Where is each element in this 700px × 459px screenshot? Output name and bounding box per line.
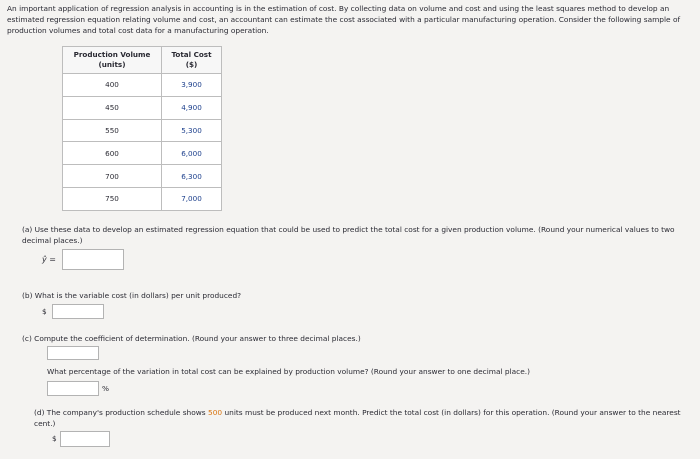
- percent-variation-input[interactable]: [47, 381, 99, 396]
- part-d-prompt-start: (d) The company's production schedule shows: [34, 408, 209, 417]
- cost-cell: 6,000: [162, 142, 222, 165]
- table-row: [63, 165, 222, 188]
- cost-cell: 4,900: [162, 96, 222, 119]
- coefficient-determination-input[interactable]: [47, 346, 99, 360]
- part-d-dollar-sign: $: [52, 434, 57, 443]
- cost-cell: 5,300: [162, 119, 222, 142]
- cost-cell: 6,300: [162, 165, 222, 188]
- table-row: [63, 187, 222, 210]
- table-row: [63, 119, 222, 142]
- part-c-prompt: (c) Compute the coefficient of determination. (Round your answer to three decimal places.): [22, 334, 361, 343]
- part-c-followup: What percentage of the variation in total cost can be explained by production volume? (Round your answer to one decimal place.): [47, 367, 530, 376]
- production-units-highlight: 500: [208, 408, 223, 417]
- header-production-volume: Production Volume (units): [63, 47, 162, 74]
- variable-cost-input[interactable]: [52, 304, 104, 319]
- problem-intro: An important application of regression analysis in accounting is in the estimation of cost. By collecting data on volume and cost and using the least squares method to develop an estimated regression equation relating volume and cost, an accountant can estimate the cost associated with a particular manufacturing operation. Consider the following sample of production volumes and total cost data for a manufacturing operation.: [7, 4, 681, 35]
- volume-cell: 450: [63, 96, 162, 119]
- data-table: [62, 46, 222, 211]
- predicted-cost-input[interactable]: [60, 431, 110, 447]
- table-row: [63, 96, 222, 119]
- cost-cell: 7,000: [162, 187, 222, 210]
- part-d-prompt: [34, 407, 690, 429]
- table-row: [63, 74, 222, 97]
- table-header-row: [63, 47, 222, 74]
- part-b-prompt: (b) What is the variable cost (in dollars) per unit produced?: [22, 291, 242, 300]
- cost-cell: 3,900: [162, 74, 222, 97]
- y-hat-label: ŷ =: [42, 255, 56, 264]
- part-b-dollar-sign: $: [42, 307, 47, 316]
- volume-cell: 700: [63, 165, 162, 188]
- volume-cell: 550: [63, 119, 162, 142]
- table-row: [63, 142, 222, 165]
- part-a-prompt: (a) Use these data to develop an estimated regression equation that could be used to predict the total cost for a given production volume. (Round your numerical values to two decimal places.): [22, 225, 675, 245]
- volume-cell: 400: [63, 74, 162, 97]
- regression-equation-input[interactable]: [62, 249, 124, 270]
- percent-sign: %: [102, 384, 110, 393]
- volume-cell: 750: [63, 187, 162, 210]
- volume-cell: 600: [63, 142, 162, 165]
- part-d-prompt-end: units must be produced next month. Predict the total cost (in dollars) for this operation. (Round your answer to the nearest cent.): [34, 408, 681, 428]
- header-total-cost: Total Cost ($): [162, 47, 222, 74]
